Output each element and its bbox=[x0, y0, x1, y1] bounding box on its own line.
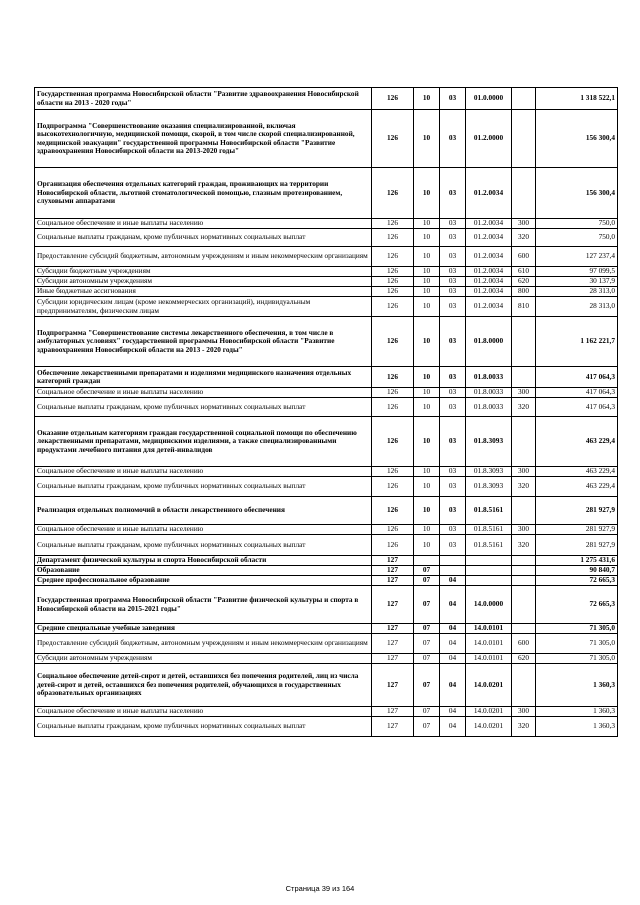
subsection-code: 04 bbox=[440, 586, 466, 624]
expense-type-code: 600 bbox=[512, 247, 536, 267]
expense-type-code bbox=[512, 367, 536, 388]
section-code: 07 bbox=[414, 707, 440, 717]
section-code: 07 bbox=[414, 717, 440, 737]
budget-table bbox=[34, 87, 618, 737]
ministry-code: 126 bbox=[372, 398, 414, 417]
target-article-code: 14.0.0201 bbox=[466, 717, 512, 737]
expense-type-code bbox=[512, 110, 536, 168]
target-article-code: 01.8.0033 bbox=[466, 388, 512, 398]
item-name: Организация обеспечения отдельных категорий граждан, проживающих на территории Новосибирской области, льготной стоматологической помощью, глазным протезированием, слуховыми аппаратами bbox=[35, 168, 372, 219]
section-code: 10 bbox=[414, 267, 440, 277]
target-article-code bbox=[466, 556, 512, 566]
ministry-code: 126 bbox=[372, 110, 414, 168]
expense-type-code bbox=[512, 417, 536, 467]
amount: 71 305,0 bbox=[536, 634, 618, 654]
amount: 463 229,4 bbox=[536, 477, 618, 497]
expense-type-code bbox=[512, 664, 536, 707]
subsection-code: 04 bbox=[440, 664, 466, 707]
target-article-code: 01.8.0033 bbox=[466, 398, 512, 417]
section-code: 10 bbox=[414, 535, 440, 556]
item-name: Государственная программа Новосибирской области "Развитие физической культуры и спорта в Новосибирской области на 2015-2021 годы" bbox=[35, 586, 372, 624]
item-name: Субсидии автономным учреждениям bbox=[35, 277, 372, 287]
target-article-code: 01.2.0034 bbox=[466, 229, 512, 247]
ministry-code: 127 bbox=[372, 664, 414, 707]
item-name: Иные бюджетные ассигнования bbox=[35, 287, 372, 297]
item-name: Социальные выплаты гражданам, кроме публичных нормативных социальных выплат bbox=[35, 477, 372, 497]
amount: 156 300,4 bbox=[536, 168, 618, 219]
target-article-code: 01.2.0034 bbox=[466, 297, 512, 317]
table-row bbox=[35, 586, 618, 624]
table-row bbox=[35, 398, 618, 417]
item-name: Социальные выплаты гражданам, кроме публичных нормативных социальных выплат bbox=[35, 717, 372, 737]
target-article-code: 01.8.0033 bbox=[466, 367, 512, 388]
target-article-code: 14.0.0201 bbox=[466, 707, 512, 717]
table-row bbox=[35, 477, 618, 497]
table-row bbox=[35, 110, 618, 168]
item-name: Обеспечение лекарственными препаратами и изделиями медицинского назначения отдельных категорий граждан bbox=[35, 367, 372, 388]
ministry-code: 127 bbox=[372, 586, 414, 624]
amount: 71 305,0 bbox=[536, 624, 618, 634]
section-code: 10 bbox=[414, 287, 440, 297]
table-row bbox=[35, 654, 618, 664]
ministry-code: 127 bbox=[372, 654, 414, 664]
target-article-code: 01.8.5161 bbox=[466, 525, 512, 535]
section-code: 10 bbox=[414, 110, 440, 168]
section-code: 10 bbox=[414, 467, 440, 477]
table-row bbox=[35, 467, 618, 477]
ministry-code: 127 bbox=[372, 717, 414, 737]
item-name: Социальное обеспечение и иные выплаты населению bbox=[35, 219, 372, 229]
item-name: Средние специальные учебные заведения bbox=[35, 624, 372, 634]
section-code: 07 bbox=[414, 634, 440, 654]
target-article-code: 01.8.5161 bbox=[466, 535, 512, 556]
item-name: Социальные выплаты гражданам, кроме публичных нормативных социальных выплат bbox=[35, 535, 372, 556]
amount: 1 318 522,1 bbox=[536, 88, 618, 110]
subsection-code: 03 bbox=[440, 287, 466, 297]
target-article-code: 01.2.0034 bbox=[466, 267, 512, 277]
expense-type-code: 300 bbox=[512, 525, 536, 535]
expense-type-code bbox=[512, 168, 536, 219]
table-row bbox=[35, 717, 618, 737]
amount: 1 360,3 bbox=[536, 664, 618, 707]
expense-type-code bbox=[512, 317, 536, 367]
table-row bbox=[35, 525, 618, 535]
expense-type-code: 320 bbox=[512, 535, 536, 556]
expense-type-code: 810 bbox=[512, 297, 536, 317]
target-article-code: 14.0.0201 bbox=[466, 664, 512, 707]
expense-type-code: 320 bbox=[512, 477, 536, 497]
subsection-code: 04 bbox=[440, 624, 466, 634]
expense-type-code: 320 bbox=[512, 398, 536, 417]
ministry-code: 127 bbox=[372, 576, 414, 586]
amount: 1 360,3 bbox=[536, 717, 618, 737]
table-row bbox=[35, 88, 618, 110]
table-row bbox=[35, 707, 618, 717]
subsection-code: 03 bbox=[440, 477, 466, 497]
ministry-code: 126 bbox=[372, 88, 414, 110]
item-name: Социальное обеспечение и иные выплаты населению bbox=[35, 707, 372, 717]
expense-type-code bbox=[512, 556, 536, 566]
subsection-code bbox=[440, 566, 466, 576]
ministry-code: 126 bbox=[372, 287, 414, 297]
table-row bbox=[35, 219, 618, 229]
item-name: Социальные выплаты гражданам, кроме публичных нормативных социальных выплат bbox=[35, 229, 372, 247]
target-article-code bbox=[466, 576, 512, 586]
ministry-code: 127 bbox=[372, 556, 414, 566]
section-code: 07 bbox=[414, 624, 440, 634]
item-name: Субсидии юридическим лицам (кроме некоммерческих организаций), индивидуальным предпринимателям, физическим лицам bbox=[35, 297, 372, 317]
subsection-code: 04 bbox=[440, 654, 466, 664]
ministry-code: 126 bbox=[372, 277, 414, 287]
amount: 281 927,9 bbox=[536, 497, 618, 525]
target-article-code: 01.8.5161 bbox=[466, 497, 512, 525]
amount: 281 927,9 bbox=[536, 535, 618, 556]
section-code: 10 bbox=[414, 367, 440, 388]
ministry-code: 126 bbox=[372, 417, 414, 467]
expense-type-code bbox=[512, 566, 536, 576]
subsection-code: 04 bbox=[440, 634, 466, 654]
item-name: Оказание отдельным категориям граждан государственной социальной помощи по обеспечению лекарственными препаратами, медицинскими изделиями, а также специализированными продуктами лечебного питания для детей-инвалидов bbox=[35, 417, 372, 467]
table-row bbox=[35, 267, 618, 277]
table-row bbox=[35, 634, 618, 654]
table-row bbox=[35, 388, 618, 398]
amount: 90 840,7 bbox=[536, 566, 618, 576]
target-article-code: 01.0.0000 bbox=[466, 88, 512, 110]
target-article-code: 01.8.3093 bbox=[466, 417, 512, 467]
subsection-code: 03 bbox=[440, 267, 466, 277]
expense-type-code: 300 bbox=[512, 707, 536, 717]
target-article-code: 01.2.0034 bbox=[466, 219, 512, 229]
amount: 72 665,3 bbox=[536, 576, 618, 586]
ministry-code: 126 bbox=[372, 168, 414, 219]
amount: 750,0 bbox=[536, 229, 618, 247]
item-name: Субсидии автономным учреждениям bbox=[35, 654, 372, 664]
expense-type-code: 620 bbox=[512, 277, 536, 287]
amount: 281 927,9 bbox=[536, 525, 618, 535]
subsection-code: 03 bbox=[440, 110, 466, 168]
item-name: Предоставление субсидий бюджетным, автономным учреждениям и иным некоммерческим организациям bbox=[35, 634, 372, 654]
subsection-code: 03 bbox=[440, 229, 466, 247]
expense-type-code bbox=[512, 576, 536, 586]
amount: 1 360,3 bbox=[536, 707, 618, 717]
section-code: 10 bbox=[414, 277, 440, 287]
table-row bbox=[35, 576, 618, 586]
subsection-code: 03 bbox=[440, 417, 466, 467]
table-row bbox=[35, 367, 618, 388]
target-article-code: 01.2.0034 bbox=[466, 287, 512, 297]
subsection-code: 04 bbox=[440, 707, 466, 717]
expense-type-code bbox=[512, 497, 536, 525]
ministry-code: 126 bbox=[372, 247, 414, 267]
target-article-code: 14.0.0101 bbox=[466, 634, 512, 654]
section-code bbox=[414, 556, 440, 566]
ministry-code: 126 bbox=[372, 367, 414, 388]
section-code: 07 bbox=[414, 586, 440, 624]
table-row bbox=[35, 556, 618, 566]
subsection-code: 03 bbox=[440, 388, 466, 398]
item-name: Образование bbox=[35, 566, 372, 576]
item-name: Социальное обеспечение и иные выплаты населению bbox=[35, 525, 372, 535]
section-code: 10 bbox=[414, 219, 440, 229]
section-code: 10 bbox=[414, 398, 440, 417]
expense-type-code: 300 bbox=[512, 388, 536, 398]
subsection-code: 03 bbox=[440, 168, 466, 219]
item-name: Социальное обеспечение и иные выплаты населению bbox=[35, 388, 372, 398]
table-row bbox=[35, 497, 618, 525]
page-number: Страница 39 из 164 bbox=[285, 884, 355, 893]
ministry-code: 126 bbox=[372, 477, 414, 497]
amount: 750,0 bbox=[536, 219, 618, 229]
ministry-code: 127 bbox=[372, 707, 414, 717]
table-row bbox=[35, 168, 618, 219]
section-code: 07 bbox=[414, 664, 440, 707]
expense-type-code: 610 bbox=[512, 267, 536, 277]
amount: 72 665,3 bbox=[536, 586, 618, 624]
amount: 1 275 431,6 bbox=[536, 556, 618, 566]
expense-type-code: 620 bbox=[512, 654, 536, 664]
subsection-code: 04 bbox=[440, 717, 466, 737]
subsection-code: 03 bbox=[440, 497, 466, 525]
ministry-code: 126 bbox=[372, 467, 414, 477]
target-article-code: 01.2.0034 bbox=[466, 247, 512, 267]
ministry-code: 127 bbox=[372, 624, 414, 634]
ministry-code: 126 bbox=[372, 267, 414, 277]
amount: 71 305,0 bbox=[536, 654, 618, 664]
amount: 28 313,0 bbox=[536, 297, 618, 317]
expense-type-code bbox=[512, 586, 536, 624]
expense-type-code bbox=[512, 88, 536, 110]
ministry-code: 126 bbox=[372, 297, 414, 317]
section-code: 10 bbox=[414, 388, 440, 398]
ministry-code: 126 bbox=[372, 317, 414, 367]
subsection-code: 03 bbox=[440, 398, 466, 417]
target-article-code: 01.2.0034 bbox=[466, 277, 512, 287]
ministry-code: 127 bbox=[372, 634, 414, 654]
expense-type-code: 300 bbox=[512, 219, 536, 229]
section-code: 10 bbox=[414, 247, 440, 267]
table-row bbox=[35, 664, 618, 707]
target-article-code bbox=[466, 566, 512, 576]
amount: 417 064,3 bbox=[536, 388, 618, 398]
section-code: 07 bbox=[414, 576, 440, 586]
subsection-code: 03 bbox=[440, 535, 466, 556]
target-article-code: 01.8.0000 bbox=[466, 317, 512, 367]
table-row bbox=[35, 287, 618, 297]
amount: 417 064,3 bbox=[536, 367, 618, 388]
subsection-code: 04 bbox=[440, 576, 466, 586]
ministry-code: 127 bbox=[372, 566, 414, 576]
section-code: 10 bbox=[414, 417, 440, 467]
subsection-code: 03 bbox=[440, 525, 466, 535]
subsection-code: 03 bbox=[440, 467, 466, 477]
target-article-code: 01.8.3093 bbox=[466, 467, 512, 477]
table-row bbox=[35, 535, 618, 556]
table-row bbox=[35, 624, 618, 634]
item-name: Социальные выплаты гражданам, кроме публичных нормативных социальных выплат bbox=[35, 398, 372, 417]
expense-type-code: 320 bbox=[512, 229, 536, 247]
table-row bbox=[35, 417, 618, 467]
section-code: 10 bbox=[414, 297, 440, 317]
section-code: 07 bbox=[414, 654, 440, 664]
section-code: 07 bbox=[414, 566, 440, 576]
table-row bbox=[35, 297, 618, 317]
expense-type-code: 800 bbox=[512, 287, 536, 297]
subsection-code: 03 bbox=[440, 317, 466, 367]
item-name: Реализация отдельных полномочий в области лекарственного обеспечения bbox=[35, 497, 372, 525]
ministry-code: 126 bbox=[372, 535, 414, 556]
section-code: 10 bbox=[414, 88, 440, 110]
item-name: Предоставление субсидий бюджетным, автономным учреждениям и иным некоммерческим организациям bbox=[35, 247, 372, 267]
section-code: 10 bbox=[414, 229, 440, 247]
section-code: 10 bbox=[414, 317, 440, 367]
expense-type-code bbox=[512, 624, 536, 634]
item-name: Подпрограмма "Совершенствование оказания специализированной, включая высокотехнологичную, медицинской помощи, скорой, в том числе скорой специализированной, медицинской эвакуации" государственной программы Новосибирской области "Развитие здравоохранения Новосибирской области на 2013-2020 годы" bbox=[35, 110, 372, 168]
subsection-code: 03 bbox=[440, 88, 466, 110]
ministry-code: 126 bbox=[372, 497, 414, 525]
amount: 417 064,3 bbox=[536, 398, 618, 417]
item-name: Социальное обеспечение детей-сирот и детей, оставшихся без попечения родителей, лиц из числа детей-сирот и детей, оставшихся без попечения родителей, обучающихся в государственных образовательных организациях bbox=[35, 664, 372, 707]
section-code: 10 bbox=[414, 477, 440, 497]
item-name: Департамент физической культуры и спорта Новосибирской области bbox=[35, 556, 372, 566]
item-name: Субсидии бюджетным учреждениям bbox=[35, 267, 372, 277]
section-code: 10 bbox=[414, 497, 440, 525]
table-row bbox=[35, 566, 618, 576]
subsection-code: 03 bbox=[440, 219, 466, 229]
subsection-code: 03 bbox=[440, 367, 466, 388]
section-code: 10 bbox=[414, 168, 440, 219]
section-code: 10 bbox=[414, 525, 440, 535]
amount: 463 229,4 bbox=[536, 467, 618, 477]
ministry-code: 126 bbox=[372, 525, 414, 535]
target-article-code: 01.2.0034 bbox=[466, 168, 512, 219]
item-name: Государственная программа Новосибирской области "Развитие здравоохранения Новосибирской области на 2013 - 2020 годы" bbox=[35, 88, 372, 110]
target-article-code: 14.0.0101 bbox=[466, 654, 512, 664]
expense-type-code: 300 bbox=[512, 467, 536, 477]
item-name: Социальное обеспечение и иные выплаты населению bbox=[35, 467, 372, 477]
target-article-code: 01.8.3093 bbox=[466, 477, 512, 497]
subsection-code bbox=[440, 556, 466, 566]
target-article-code: 14.0.0000 bbox=[466, 586, 512, 624]
table-row bbox=[35, 229, 618, 247]
amount: 463 229,4 bbox=[536, 417, 618, 467]
ministry-code: 126 bbox=[372, 229, 414, 247]
table-row bbox=[35, 247, 618, 267]
target-article-code: 14.0.0101 bbox=[466, 624, 512, 634]
amount: 28 313,0 bbox=[536, 287, 618, 297]
amount: 30 137,9 bbox=[536, 277, 618, 287]
amount: 156 300,4 bbox=[536, 110, 618, 168]
amount: 127 237,4 bbox=[536, 247, 618, 267]
item-name: Подпрограмма "Совершенствование системы лекарственного обеспечения, в том числе в амбулаторных условиях" государственной программы Новосибирской области "Развитие здравоохранения Новосибирской области на 2013 - 2020 годы" bbox=[35, 317, 372, 367]
ministry-code: 126 bbox=[372, 388, 414, 398]
amount: 97 099,5 bbox=[536, 267, 618, 277]
subsection-code: 03 bbox=[440, 277, 466, 287]
table-row bbox=[35, 277, 618, 287]
expense-type-code: 320 bbox=[512, 717, 536, 737]
target-article-code: 01.2.0000 bbox=[466, 110, 512, 168]
subsection-code: 03 bbox=[440, 247, 466, 267]
amount: 1 162 221,7 bbox=[536, 317, 618, 367]
item-name: Среднее профессиональное образование bbox=[35, 576, 372, 586]
ministry-code: 126 bbox=[372, 219, 414, 229]
subsection-code: 03 bbox=[440, 297, 466, 317]
table-row bbox=[35, 317, 618, 367]
expense-type-code: 600 bbox=[512, 634, 536, 654]
